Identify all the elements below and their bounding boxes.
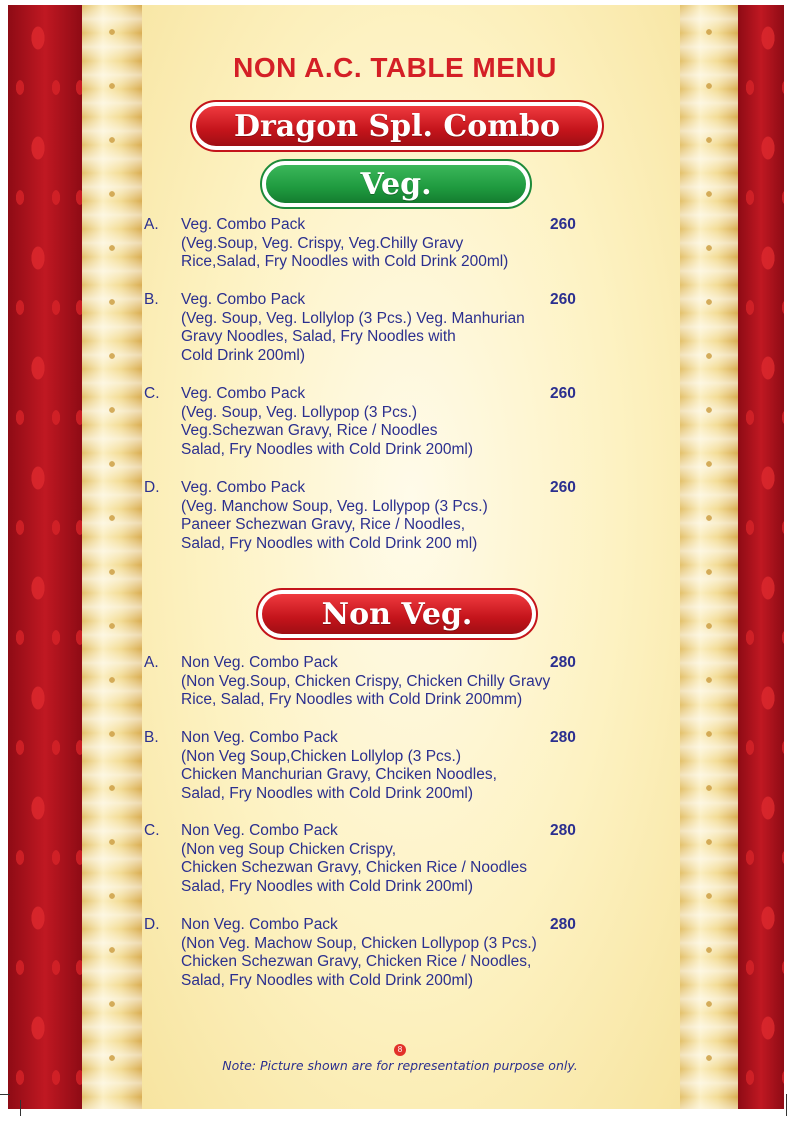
left-ornamental-border bbox=[82, 5, 142, 1109]
item-description bbox=[181, 654, 551, 710]
item-description bbox=[181, 385, 543, 459]
item-description bbox=[181, 916, 543, 990]
item-detail-line: Salad, Fry Noodles with Cold Drink 200 ml) bbox=[181, 534, 478, 552]
item-price: 280 bbox=[550, 822, 576, 839]
item-name: Veg. Combo Pack bbox=[181, 291, 306, 308]
item-detail-line: Salad, Fry Noodles with Cold Drink 200ml) bbox=[181, 971, 474, 989]
item-name: Veg. Combo Pack bbox=[181, 385, 306, 402]
item-price: 260 bbox=[550, 216, 576, 233]
item-detail-line: (Veg. Manchow Soup, Veg. Lollypop (3 Pcs.) bbox=[181, 497, 488, 515]
right-ornamental-border bbox=[680, 5, 738, 1109]
item-detail-line: (Veg.Soup, Veg. Crispy, Veg.Chilly Gravy bbox=[181, 234, 464, 252]
crop-mark bbox=[0, 1094, 10, 1095]
footer-note: Note: Picture shown are for representation purpose only. bbox=[222, 1058, 578, 1073]
item-price: 280 bbox=[550, 729, 576, 746]
item-name: Non Veg. Combo Pack bbox=[181, 729, 338, 746]
item-detail-line: (Non Veg.Soup, Chicken Crispy, Chicken Chilly Gravy bbox=[181, 672, 551, 690]
item-detail-line: (Veg. Soup, Veg. Lollylop (3 Pcs.) Veg. Manhurian bbox=[181, 309, 525, 327]
item-detail-line: (Non veg Soup Chicken Crispy, bbox=[181, 840, 397, 858]
item-description bbox=[181, 479, 543, 553]
combo-banner: Dragon Spl. Combo bbox=[192, 102, 602, 150]
item-name: Non Veg. Combo Pack bbox=[181, 654, 338, 671]
item-letter: C. bbox=[144, 385, 160, 402]
page-title: NON A.C. TABLE MENU bbox=[233, 52, 557, 83]
item-detail-line: Rice,Salad, Fry Noodles with Cold Drink 200ml) bbox=[181, 253, 509, 271]
right-damask-pattern bbox=[738, 5, 784, 1109]
item-letter: B. bbox=[144, 729, 159, 746]
item-detail-line: Rice, Salad, Fry Noodles with Cold Drink 200mm) bbox=[181, 691, 523, 709]
left-damask-pattern bbox=[8, 5, 82, 1109]
item-detail-line: (Veg. Soup, Veg. Lollypop (3 Pcs.) bbox=[181, 403, 418, 421]
item-detail-line: Salad, Fry Noodles with Cold Drink 200ml) bbox=[181, 440, 474, 458]
item-description bbox=[181, 729, 543, 803]
item-description bbox=[181, 291, 543, 365]
item-price: 280 bbox=[550, 654, 576, 671]
item-price: 260 bbox=[550, 385, 576, 402]
veg-section-banner: Veg. bbox=[262, 161, 530, 207]
item-price: 260 bbox=[550, 479, 576, 496]
item-letter: A. bbox=[144, 216, 159, 233]
item-detail-line: Salad, Fry Noodles with Cold Drink 200ml) bbox=[181, 784, 474, 802]
item-detail-line: Salad, Fry Noodles with Cold Drink 200ml) bbox=[181, 877, 474, 895]
item-name: Non Veg. Combo Pack bbox=[181, 916, 338, 933]
item-letter: B. bbox=[144, 291, 159, 308]
item-name: Veg. Combo Pack bbox=[181, 216, 306, 233]
item-detail-line: Chicken Schezwan Gravy, Chicken Rice / Noodles, bbox=[181, 953, 532, 971]
item-detail-line: Veg.Schezwan Gravy, Rice / Noodles bbox=[181, 422, 438, 440]
page-number-badge: 8 bbox=[394, 1044, 406, 1056]
item-description bbox=[181, 822, 543, 896]
item-detail-line: Cold Drink 200ml) bbox=[181, 346, 306, 364]
item-name: Veg. Combo Pack bbox=[181, 479, 306, 496]
item-detail-line: Gravy Noodles, Salad, Fry Noodles with bbox=[181, 328, 456, 346]
item-name: Non Veg. Combo Pack bbox=[181, 822, 338, 839]
item-detail-line: (Non Veg Soup,Chicken Lollylop (3 Pcs.) bbox=[181, 747, 462, 765]
item-price: 260 bbox=[550, 291, 576, 308]
crop-mark bbox=[20, 1100, 21, 1116]
crop-mark bbox=[786, 1094, 787, 1116]
item-detail-line: Chicken Manchurian Gravy, Chciken Noodles, bbox=[181, 766, 497, 784]
item-detail-line: Chicken Schezwan Gravy, Chicken Rice / Noodles bbox=[181, 859, 528, 877]
item-letter: D. bbox=[144, 479, 160, 496]
item-letter: C. bbox=[144, 822, 160, 839]
item-detail-line: Paneer Schezwan Gravy, Rice / Noodles, bbox=[181, 516, 466, 534]
item-detail-line: (Non Veg. Machow Soup, Chicken Lollypop (3 Pcs.) bbox=[181, 934, 537, 952]
item-price: 280 bbox=[550, 916, 576, 933]
item-letter: D. bbox=[144, 916, 160, 933]
nonveg-section-banner: Non Veg. bbox=[258, 590, 536, 638]
item-description bbox=[181, 216, 543, 272]
item-letter: A. bbox=[144, 654, 159, 671]
